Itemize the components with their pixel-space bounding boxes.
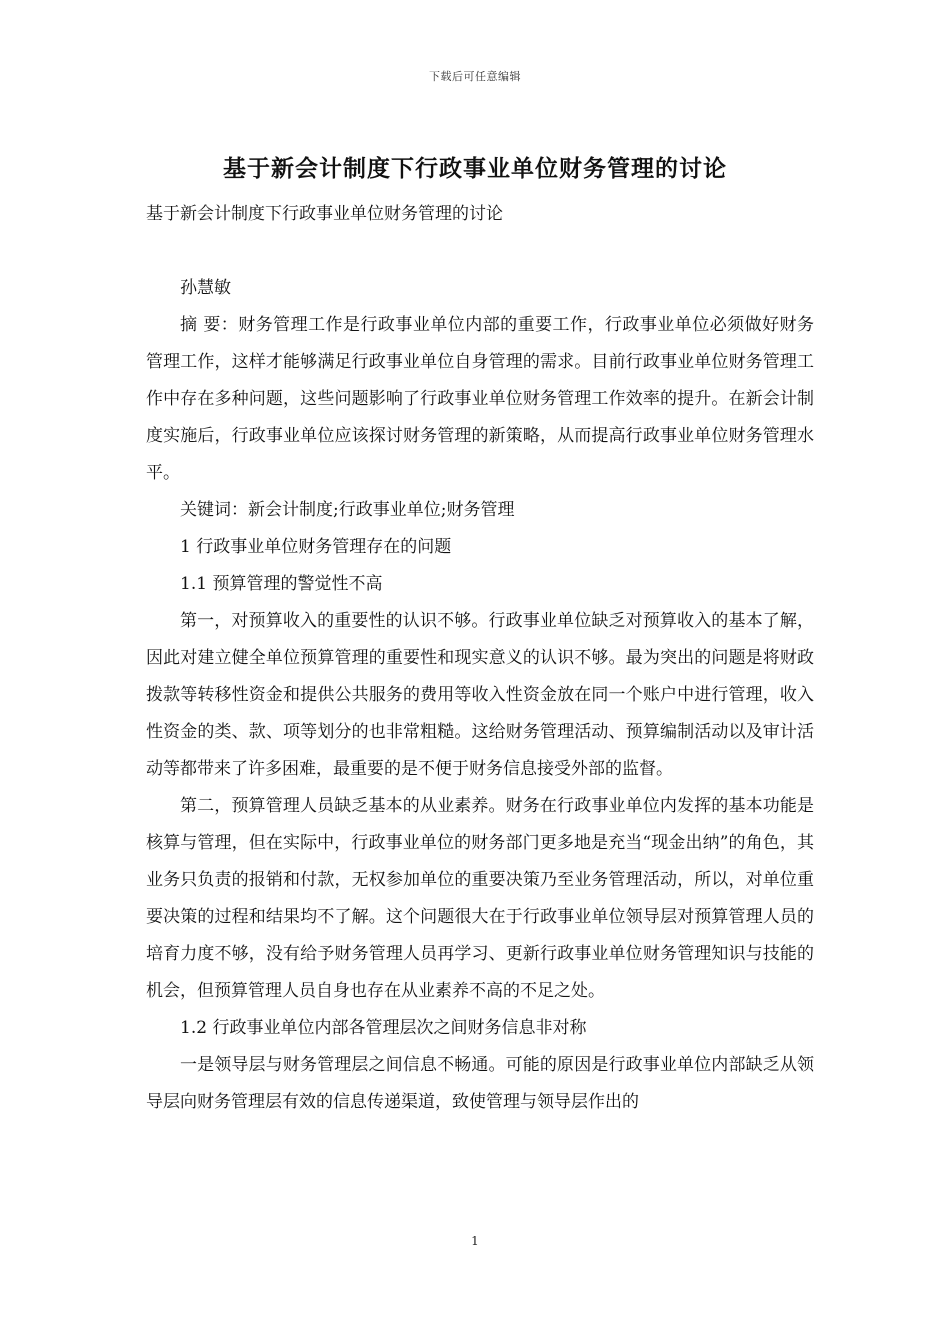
body-paragraph-second: 第二，预算管理人员缺乏基本的从业素养。财务在行政事业单位内发挥的基本功能是核算与管理，但在实际中，行政事业单位的财务部门更多地是充当“现金出纳”的角色，其业务只负责的报销和付款，无权参加单位的重要决策乃至业务管理活动，所以，对单位重要决策的过程和结果均不了解。这个问题很大在于行政事业单位领导层对预算管理人员的培育力度不够，没有给予财务管理人员再学习、更新行政事业单位财务管理知识与技能的机会，但预算管理人员自身也存在从业素养不高的不足之处。 [146, 796, 814, 1001]
abstract-paragraph: 摘 要：财务管理工作是行政事业单位内部的重要工作，行政事业单位必须做好财务管理工作，这样才能够满足行政事业单位自身管理的需求。目前行政事业单位财务管理工作中存在多种问题，这些问题影响了行政事业单位财务管理工作效率的提升。在新会计制度实施后，行政事业单位应该探讨财务管理的新策略，从而提高行政事业单位财务管理水平。 [146, 315, 814, 483]
page-number: 1 [471, 1234, 479, 1248]
document-body [146, 196, 814, 1121]
body-paragraph-first: 第一，对预算收入的重要性的认识不够。行政事业单位缺乏对预算收入的基本了解，因此对建立健全单位预算管理的重要性和现实意义的认识不够。最为突出的问题是将财政拨款等转移性资金和提供公共服务的费用等收入性资金放在同一个账户中进行管理，收入性资金的类、款、项等划分的也非常粗糙。这给财务管理活动、预算编制活动以及审计活动等都带来了许多困难，最重要的是不便于财务信息接受外部的监督。 [146, 611, 814, 779]
blank-line [146, 233, 814, 270]
document-title: 基于新会计制度下行政事业单位财务管理的讨论 [223, 155, 727, 182]
section-heading-1-1: 1.1 预算管理的警觉性不高 [180, 574, 383, 594]
body-paragraph-third: 一是领导层与财务管理层之间信息不畅通。可能的原因是行政事业单位内部缺乏从领导层向财务管理层有效的信息传递渠道，致使管理与领导层作出的 [146, 1055, 814, 1112]
page-header-note: 下载后可任意编辑 [429, 70, 521, 83]
author-name: 孙慧敏 [180, 278, 231, 298]
section-heading-1-2: 1.2 行政事业单位内部各管理层次之间财务信息非对称 [180, 1018, 587, 1038]
keywords-line: 关键词：新会计制度;行政事业单位;财务管理 [180, 500, 515, 520]
document-subtitle: 基于新会计制度下行政事业单位财务管理的讨论 [146, 204, 503, 224]
section-heading-1: 1 行政事业单位财务管理存在的问题 [180, 537, 452, 557]
